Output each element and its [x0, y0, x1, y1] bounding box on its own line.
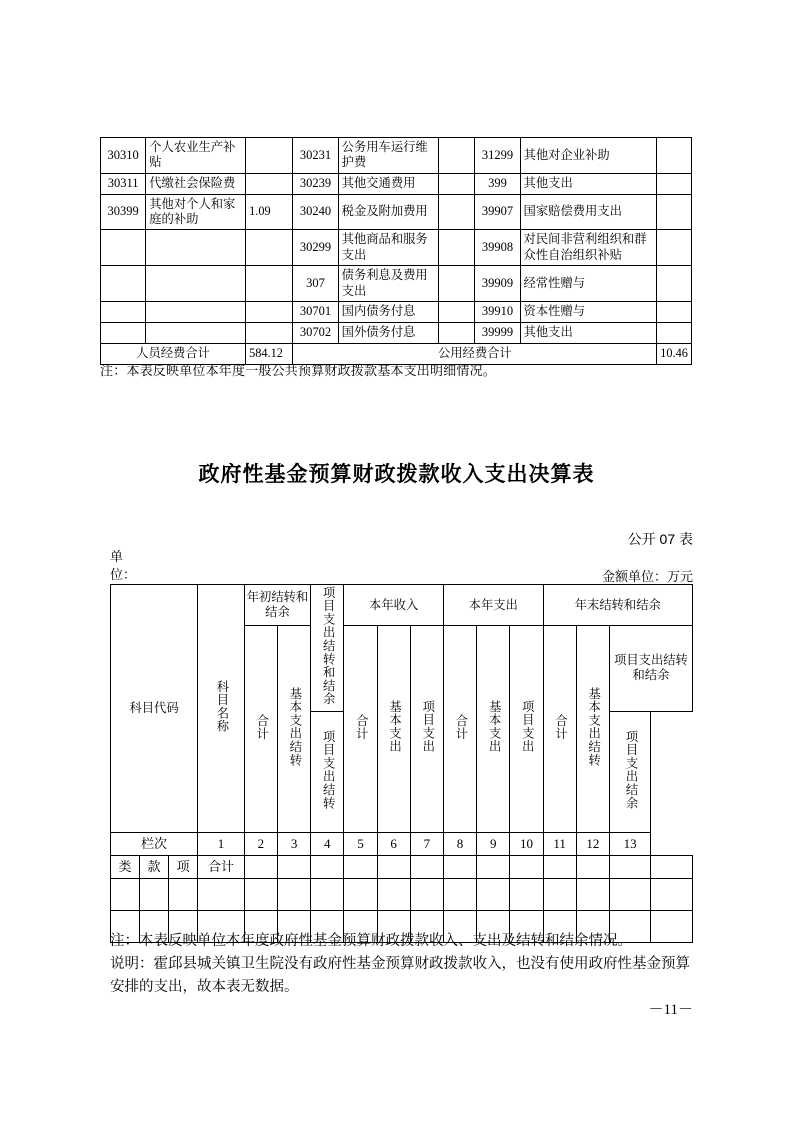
- cell-value: [246, 322, 293, 343]
- total-row-label: 合计: [198, 855, 245, 878]
- cell-code: 30299: [293, 230, 338, 266]
- col-num-7: 7: [410, 832, 443, 855]
- header-project-carry-b: 项目支出结余: [609, 711, 650, 832]
- note-line-2: 说明：霍邱县城关镇卫生院没有政府性基金预算财政拨款收入，也没有使用政府性基金预算安排的支出，故本表无数据。: [110, 956, 690, 995]
- header-basic-expense: 基本支出: [477, 626, 510, 833]
- cell: [344, 878, 377, 910]
- cell: [543, 855, 576, 878]
- cell-name: 经常性赠与: [520, 266, 657, 302]
- cell-name: 其他支出: [520, 173, 657, 194]
- cell-value: [438, 138, 475, 174]
- cell-code: 39909: [475, 266, 520, 302]
- cell: [244, 855, 277, 878]
- cell: [609, 855, 650, 878]
- table-row: [101, 266, 692, 302]
- cell-code: [101, 322, 146, 343]
- cell-value: [246, 138, 293, 174]
- header-total-end: 合计: [543, 626, 576, 833]
- cell-value: [246, 266, 293, 302]
- cell: [140, 878, 169, 910]
- table-notes: [110, 930, 700, 999]
- cell: [443, 855, 476, 878]
- header-total-begin: 合计: [244, 626, 277, 833]
- cell-code: 30702: [293, 322, 338, 343]
- cell-code: 30231: [293, 138, 338, 174]
- cell-name: 其他支出: [520, 322, 657, 343]
- cell: [198, 878, 245, 910]
- page-number: －11－: [648, 1002, 693, 1018]
- table-row: [101, 194, 692, 230]
- cell-value: [246, 301, 293, 322]
- cell-name: 其他交通费用: [338, 173, 438, 194]
- cell-name: 国外债务付息: [338, 322, 438, 343]
- code-head-kuan: 款: [140, 855, 169, 878]
- amount-unit-label: 金额单位：万元: [601, 569, 693, 584]
- cell-value: [657, 230, 692, 266]
- cell-name: 个人农业生产补贴: [146, 138, 246, 174]
- cell-code: 39907: [475, 194, 520, 230]
- cell-value: [246, 173, 293, 194]
- main-grid: [110, 584, 693, 943]
- col-label: 栏次: [111, 832, 198, 855]
- table-row: [101, 322, 692, 343]
- cell-name: 其他对企业补助: [520, 138, 657, 174]
- cell: [311, 878, 344, 910]
- cell: [244, 878, 277, 910]
- header-project-expense: 项目支出: [510, 626, 543, 833]
- cell: [377, 855, 410, 878]
- cell-name: 债务利息及费用支出: [338, 266, 438, 302]
- cell-code: 30311: [101, 173, 146, 194]
- top-table-note: 注：本表反映单位本年度一般公共预算财政拨款基本支出明细情况。: [100, 363, 497, 378]
- cell-name: 国家赔偿费用支出: [520, 194, 657, 230]
- cell-value: [246, 230, 293, 266]
- cell-name: 公务用车运行维护费: [338, 138, 438, 174]
- col-num-10: 10: [510, 832, 543, 855]
- cell: [510, 878, 543, 910]
- column-number-row: [111, 832, 693, 855]
- cell: [510, 855, 543, 878]
- header-group-end: 年末结转和结余: [543, 585, 692, 626]
- header-total-expense: 合计: [443, 626, 476, 833]
- cell: [477, 878, 510, 910]
- cell-code: 399: [475, 173, 520, 194]
- top-grid: [100, 137, 692, 365]
- col-num-4: 4: [311, 832, 344, 855]
- cell-name: 资本性赠与: [520, 301, 657, 322]
- header-subject-name: 科目名称: [198, 585, 245, 833]
- header-project-carry-a: 项目支出结转: [311, 711, 344, 832]
- cell-code: [101, 266, 146, 302]
- cell-code: 30399: [101, 194, 146, 230]
- cell-code: 30240: [293, 194, 338, 230]
- header-group-income: 本年收入: [344, 585, 444, 626]
- header-basic-income: 基本支出: [377, 626, 410, 833]
- total-row: [111, 855, 693, 878]
- col-num-1: 1: [198, 832, 245, 855]
- col-num-2: 2: [244, 832, 277, 855]
- cell-name: 税金及附加费用: [338, 194, 438, 230]
- cell-value: [657, 322, 692, 343]
- col-num-6: 6: [377, 832, 410, 855]
- table-row: [101, 173, 692, 194]
- cell: [477, 855, 510, 878]
- cell-code: 30239: [293, 173, 338, 194]
- cell-name: 其他对个人和家庭的补助: [146, 194, 246, 230]
- form-number: 公开 07 表: [627, 531, 693, 547]
- cell-value: [657, 194, 692, 230]
- cell-value: [438, 194, 475, 230]
- col-num-9: 9: [477, 832, 510, 855]
- personnel-total-label: 人员经费合计: [101, 343, 246, 364]
- cell-name: 国内债务付息: [338, 301, 438, 322]
- cell: [651, 878, 693, 910]
- cell-value: [657, 301, 692, 322]
- cell: [410, 855, 443, 878]
- cell-value: [438, 173, 475, 194]
- cell-code: 39999: [475, 322, 520, 343]
- cell-value: 1.09: [246, 194, 293, 230]
- cell-code: 39908: [475, 230, 520, 266]
- header-group-expense: 本年支出: [443, 585, 543, 626]
- unit-label: 单位：: [110, 549, 137, 582]
- col-num-5: 5: [344, 832, 377, 855]
- cell-name: [146, 266, 246, 302]
- cell-name: [146, 230, 246, 266]
- page-title: 政府性基金预算财政拨款收入支出决算表: [198, 463, 595, 486]
- header-basic-carryover: 基本支出结转: [277, 626, 310, 833]
- cell-name: [146, 322, 246, 343]
- header-row-groups: [111, 585, 693, 626]
- cell-code: 31299: [475, 138, 520, 174]
- col-num-3: 3: [277, 832, 310, 855]
- cell-value: [438, 301, 475, 322]
- cell-code: 30701: [293, 301, 338, 322]
- cell: [609, 878, 650, 910]
- header-group-begin: 年初结转和结余: [244, 585, 310, 626]
- cell-name: [146, 301, 246, 322]
- cell: [443, 878, 476, 910]
- cell-code: 39910: [475, 301, 520, 322]
- cell: [344, 855, 377, 878]
- cell-value: [438, 322, 475, 343]
- table-row: [101, 138, 692, 174]
- table-row: [101, 301, 692, 322]
- code-head-lei: 类: [111, 855, 140, 878]
- cell: [277, 878, 310, 910]
- cell-code: [101, 230, 146, 266]
- cell-name: 其他商品和服务支出: [338, 230, 438, 266]
- header-basic-carryover-end: 基本支出结转: [576, 626, 609, 833]
- col-num-11: 11: [543, 832, 576, 855]
- header-subject-code: 科目代码: [111, 585, 198, 833]
- personnel-total-value: 584.12: [246, 343, 293, 364]
- cell: [576, 878, 609, 910]
- code-head-xiang: 项: [169, 855, 198, 878]
- cell: [576, 855, 609, 878]
- cell: [410, 878, 443, 910]
- col-num-13: 13: [609, 832, 650, 855]
- cell: [651, 855, 693, 878]
- basic-expenditure-detail-table: [100, 137, 692, 365]
- cell: [169, 878, 198, 910]
- cell: [377, 878, 410, 910]
- table-row-empty: [111, 878, 693, 910]
- cell: [543, 878, 576, 910]
- cell-code: 30310: [101, 138, 146, 174]
- public-total-label: 公用经费合计: [293, 343, 657, 364]
- cell-value: [657, 173, 692, 194]
- note-line-1: 注：本表反映单位本年度政府性基金预算财政拨款收入、支出及结转和结余情况。: [110, 933, 632, 949]
- cell-value: [438, 266, 475, 302]
- table-row: [101, 230, 692, 266]
- cell-value: [657, 138, 692, 174]
- header-project-carry-end: 项目支出结转和结余: [609, 626, 692, 712]
- cell-value: [657, 266, 692, 302]
- cell-name: 对民间非营利组织和群众性自治组织补贴: [520, 230, 657, 266]
- header-project-carryover: 项目支出结转和结余: [311, 585, 344, 712]
- col-num-12: 12: [576, 832, 609, 855]
- government-fund-budget-table: [110, 584, 693, 943]
- header-project-income: 项目支出: [410, 626, 443, 833]
- col-num-8: 8: [443, 832, 476, 855]
- cell: [111, 878, 140, 910]
- cell: [277, 855, 310, 878]
- cell-name: 代缴社会保险费: [146, 173, 246, 194]
- cell-code: 307: [293, 266, 338, 302]
- header-total-income: 合计: [344, 626, 377, 833]
- public-total-value: 10.46: [657, 343, 692, 364]
- cell: [311, 855, 344, 878]
- cell-value: [438, 230, 475, 266]
- cell-code: [101, 301, 146, 322]
